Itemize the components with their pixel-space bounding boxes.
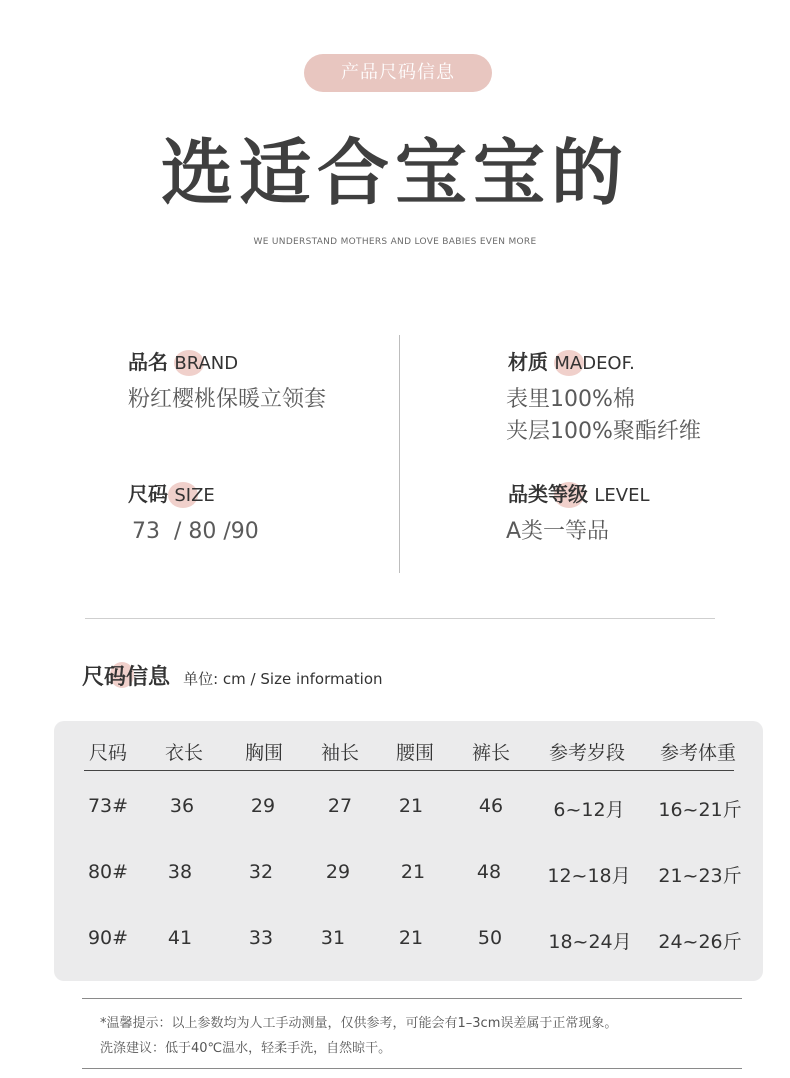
size-label-zh: 尺码	[128, 482, 168, 506]
table-cell: 21~23斤	[658, 865, 742, 887]
table-cell: 90#	[87, 927, 129, 949]
material-info	[508, 348, 701, 448]
size-section-heading: 尺码信息	[82, 665, 171, 690]
table-header-cell: 参考岁段	[548, 742, 625, 764]
product-size-info-badge: 产品尺码信息	[304, 54, 492, 92]
table-cell: 46	[478, 795, 504, 817]
level-label	[508, 480, 649, 510]
care-tip: *温馨提示：以上参数均为人工手动测量，仅供参考，可能会有1–3cm误差属于正常现象。	[100, 1016, 618, 1031]
table-cell: 29	[325, 861, 351, 883]
table-cell: 21	[398, 927, 424, 949]
material-label-zh: 材质	[508, 350, 548, 374]
table-cell: 29	[250, 795, 276, 817]
section-divider	[85, 618, 715, 619]
size-section-unit: 单位: cm / Size information	[183, 670, 383, 688]
table-header-cell: 袖长	[320, 742, 359, 764]
table-header-cell: 腰围	[395, 742, 434, 764]
table-cell: 21	[400, 861, 426, 883]
table-cell: 24~26斤	[658, 931, 742, 953]
page-subtitle: WE UNDERSTAND MOTHERS AND LOVE BABIES EVEN MORE	[253, 237, 537, 247]
size-section-title	[82, 660, 383, 691]
table-header-cell: 参考体重	[659, 742, 736, 764]
level-value: A类一等品	[506, 519, 610, 544]
table-header-cell: 衣长	[164, 742, 203, 764]
vertical-divider	[399, 335, 400, 573]
table-cell: 50	[477, 927, 503, 949]
table-cell: 41	[167, 927, 193, 949]
table-header-divider	[84, 770, 734, 771]
level-label-en: LEVEL	[594, 485, 650, 506]
table-cell: 12~18月	[547, 865, 631, 887]
table-cell: 33	[248, 927, 274, 949]
size-label	[128, 480, 259, 510]
level-label-zh: 品类等级	[508, 482, 588, 506]
table-header-cell: 裤长	[471, 742, 510, 764]
table-cell: 16~21斤	[658, 799, 742, 821]
table-cell: 36	[169, 795, 195, 817]
level-info	[508, 480, 649, 548]
table-header-cell: 尺码	[88, 742, 127, 764]
notes-bottom-divider	[82, 1068, 742, 1069]
size-info	[128, 480, 259, 548]
notes-top-divider	[82, 998, 742, 999]
material-label-en: MADEOF.	[554, 353, 635, 374]
table-cell: 48	[476, 861, 502, 883]
table-cell: 31	[320, 927, 346, 949]
table-cell: 6~12月	[553, 799, 625, 821]
table-cell: 18~24月	[548, 931, 632, 953]
size-label-en: SIZE	[174, 485, 215, 506]
material-value-line2: 夹层100%聚酯纤维	[506, 419, 701, 444]
washing-advice: 洗涤建议：低于40℃温水，轻柔手洗，自然晾干。	[100, 1041, 392, 1056]
brand-label-en: BRAND	[174, 353, 239, 374]
brand-info	[128, 348, 326, 416]
material-label	[508, 348, 701, 378]
table-header-cell: 胸围	[244, 742, 283, 764]
table-cell: 21	[398, 795, 424, 817]
table-cell: 27	[327, 795, 353, 817]
table-cell: 32	[248, 861, 274, 883]
table-cell: 80#	[87, 861, 129, 883]
brand-value: 粉红樱桃保暖立领套	[128, 387, 327, 412]
brand-label	[128, 348, 326, 378]
table-cell: 38	[167, 861, 193, 883]
material-value-line1: 表里100%棉	[506, 387, 635, 412]
brand-label-zh: 品名	[128, 350, 168, 374]
table-cell: 73#	[87, 795, 129, 817]
size-value: 73 / 80 /90	[132, 519, 259, 544]
page-title: 选适合宝宝的	[160, 131, 629, 215]
